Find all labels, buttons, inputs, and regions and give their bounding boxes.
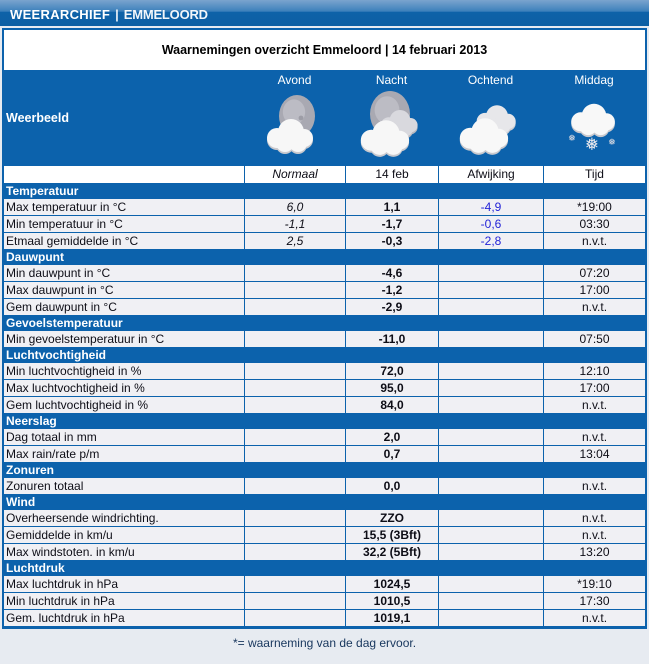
value-afwijking: -4,9 (438, 199, 543, 215)
value-observed: 1,1 (345, 199, 438, 215)
value-afwijking: -2,8 (438, 233, 543, 249)
table-row (4, 331, 645, 348)
table-row (4, 576, 645, 593)
section-header: Gevoelstemperatuur (4, 316, 645, 331)
value-observed: -4,6 (345, 265, 438, 281)
table-row (4, 199, 645, 216)
value-afwijking: -0,6 (438, 216, 543, 232)
weerbeeld-label: Weerbeeld (6, 111, 69, 125)
section-header: Wind (4, 495, 645, 510)
location-label: EMMELOORD (123, 7, 208, 22)
value-tijd: n.v.t. (543, 478, 645, 494)
table-row (4, 380, 645, 397)
value-normaal: 2,5 (244, 233, 345, 249)
weather-column-nacht (345, 70, 438, 166)
value-tijd: n.v.t. (543, 397, 645, 413)
value-observed: 32,2 (5Bft) (345, 544, 438, 560)
value-observed: -1,2 (345, 282, 438, 298)
row-label: Dag totaal in mm (4, 429, 244, 445)
svg-text:❅: ❅ (568, 134, 576, 144)
section-header: Neerslag (4, 414, 645, 429)
column-header-normaal: Normaal (244, 166, 345, 183)
value-observed: 0,7 (345, 446, 438, 462)
value-normaal (244, 544, 345, 560)
row-label: Max luchtdruk in hPa (4, 576, 244, 592)
table-row (4, 544, 645, 561)
table-row (4, 216, 645, 233)
value-normaal (244, 429, 345, 445)
value-afwijking (438, 429, 543, 445)
value-normaal (244, 576, 345, 592)
period-label: Avond (277, 73, 312, 87)
footnote: *= waarneming van de dag ervoor. (232, 636, 417, 650)
row-label: Overheersende windrichting. (4, 510, 244, 526)
period-label: Ochtend (467, 73, 514, 87)
weather-images-section (4, 70, 645, 166)
value-normaal (244, 282, 345, 298)
value-afwijking (438, 331, 543, 347)
row-label: Min dauwpunt in °C (4, 265, 244, 281)
report-title: Waarnemingen overzicht Emmeloord | 14 februari 2013 (4, 30, 645, 70)
section-header: Dauwpunt (4, 250, 645, 265)
section-header: Zonuren (4, 463, 645, 478)
row-label: Gemiddelde in km/u (4, 527, 244, 543)
value-normaal (244, 331, 345, 347)
value-tijd: 17:00 (543, 282, 645, 298)
row-label: Gem. luchtdruk in hPa (4, 610, 244, 626)
table-row (4, 429, 645, 446)
value-tijd: 17:00 (543, 380, 645, 396)
row-label: Max windstoten. in km/u (4, 544, 244, 560)
value-observed: -2,9 (345, 299, 438, 315)
table-row (4, 282, 645, 299)
moon-clouds-icon (352, 88, 432, 158)
value-tijd: n.v.t. (543, 299, 645, 315)
value-observed: -11,0 (345, 331, 438, 347)
table-row (4, 397, 645, 414)
value-afwijking (438, 397, 543, 413)
table-row (4, 610, 645, 627)
header-bar (0, 0, 649, 26)
table-row (4, 233, 645, 250)
row-label: Max luchtvochtigheid in % (4, 380, 244, 396)
observations-table (4, 184, 645, 627)
value-tijd: 03:30 (543, 216, 645, 232)
value-afwijking (438, 527, 543, 543)
row-label: Min gevoelstemperatuur in °C (4, 331, 244, 347)
value-tijd: *19:00 (543, 199, 645, 215)
value-observed: -1,7 (345, 216, 438, 232)
row-label: Min luchtdruk in hPa (4, 593, 244, 609)
column-header-date: 14 feb (345, 166, 438, 183)
value-afwijking (438, 593, 543, 609)
row-label: Gem luchtvochtigheid in % (4, 397, 244, 413)
value-observed: 95,0 (345, 380, 438, 396)
column-header-tijd: Tijd (543, 166, 645, 183)
value-tijd: 07:50 (543, 331, 645, 347)
value-observed: 1019,1 (345, 610, 438, 626)
value-normaal (244, 380, 345, 396)
value-afwijking (438, 282, 543, 298)
weather-column-ochtend (438, 70, 543, 166)
period-label: Middag (574, 73, 614, 87)
table-row (4, 510, 645, 527)
row-label: Zonuren totaal (4, 478, 244, 494)
value-tijd: n.v.t. (543, 610, 645, 626)
weather-column-avond (244, 70, 345, 166)
value-afwijking (438, 510, 543, 526)
site-title: WEERARCHIEF (10, 7, 111, 22)
value-observed: 15,5 (3Bft) (345, 527, 438, 543)
value-observed: -0,3 (345, 233, 438, 249)
table-row (4, 299, 645, 316)
value-normaal (244, 527, 345, 543)
title-separator: | (115, 7, 119, 22)
section-header: Luchtvochtigheid (4, 348, 645, 363)
value-normaal: -1,1 (244, 216, 345, 232)
weather-column-middag (543, 70, 645, 166)
period-label: Nacht (375, 73, 408, 87)
value-afwijking (438, 363, 543, 379)
value-afwijking (438, 544, 543, 560)
value-tijd: 17:30 (543, 593, 645, 609)
section-header: Temperatuur (4, 184, 645, 199)
table-row (4, 363, 645, 380)
table-row (4, 527, 645, 544)
value-observed: 1010,5 (345, 593, 438, 609)
cloud-snow-icon (554, 88, 634, 158)
value-observed: 0,0 (345, 478, 438, 494)
value-normaal (244, 299, 345, 315)
value-observed: 2,0 (345, 429, 438, 445)
value-tijd: n.v.t. (543, 527, 645, 543)
section-header: Luchtdruk (4, 561, 645, 576)
value-normaal (244, 446, 345, 462)
value-normaal (244, 363, 345, 379)
row-label: Max dauwpunt in °C (4, 282, 244, 298)
table-row (4, 478, 645, 495)
value-normaal (244, 593, 345, 609)
value-observed: 84,0 (345, 397, 438, 413)
row-label: Max temperatuur in °C (4, 199, 244, 215)
weather-report-panel (2, 28, 647, 629)
value-tijd: *19:10 (543, 576, 645, 592)
table-row (4, 593, 645, 610)
row-label: Max rain/rate p/m (4, 446, 244, 462)
value-tijd: 13:04 (543, 446, 645, 462)
row-label: Min luchtvochtigheid in % (4, 363, 244, 379)
clouds-icon (451, 88, 531, 158)
value-afwijking (438, 380, 543, 396)
column-header-afwijking: Afwijking (438, 166, 543, 183)
value-afwijking (438, 299, 543, 315)
svg-text:❅: ❅ (608, 138, 616, 148)
value-tijd: 13:20 (543, 544, 645, 560)
row-label: Etmaal gemiddelde in °C (4, 233, 244, 249)
value-tijd: n.v.t. (543, 429, 645, 445)
value-tijd: n.v.t. (543, 233, 645, 249)
value-tijd: 12:10 (543, 363, 645, 379)
column-header-empty (4, 166, 244, 183)
value-observed: 72,0 (345, 363, 438, 379)
row-label: Min temperatuur in °C (4, 216, 244, 232)
value-afwijking (438, 576, 543, 592)
moon-cloud-icon (255, 88, 335, 158)
value-normaal (244, 397, 345, 413)
value-normaal (244, 610, 345, 626)
value-afwijking (438, 610, 543, 626)
value-afwijking (438, 478, 543, 494)
value-observed: 1024,5 (345, 576, 438, 592)
value-tijd: n.v.t. (543, 510, 645, 526)
value-afwijking (438, 446, 543, 462)
value-observed: ZZO (345, 510, 438, 526)
value-normaal (244, 265, 345, 281)
table-row (4, 446, 645, 463)
value-normaal: 6,0 (244, 199, 345, 215)
value-tijd: 07:20 (543, 265, 645, 281)
column-header-row (4, 166, 645, 184)
table-row (4, 265, 645, 282)
svg-text:❅: ❅ (584, 135, 600, 155)
weather-icon-columns (244, 70, 645, 166)
value-normaal (244, 478, 345, 494)
value-afwijking (438, 265, 543, 281)
row-label: Gem dauwpunt in °C (4, 299, 244, 315)
value-normaal (244, 510, 345, 526)
